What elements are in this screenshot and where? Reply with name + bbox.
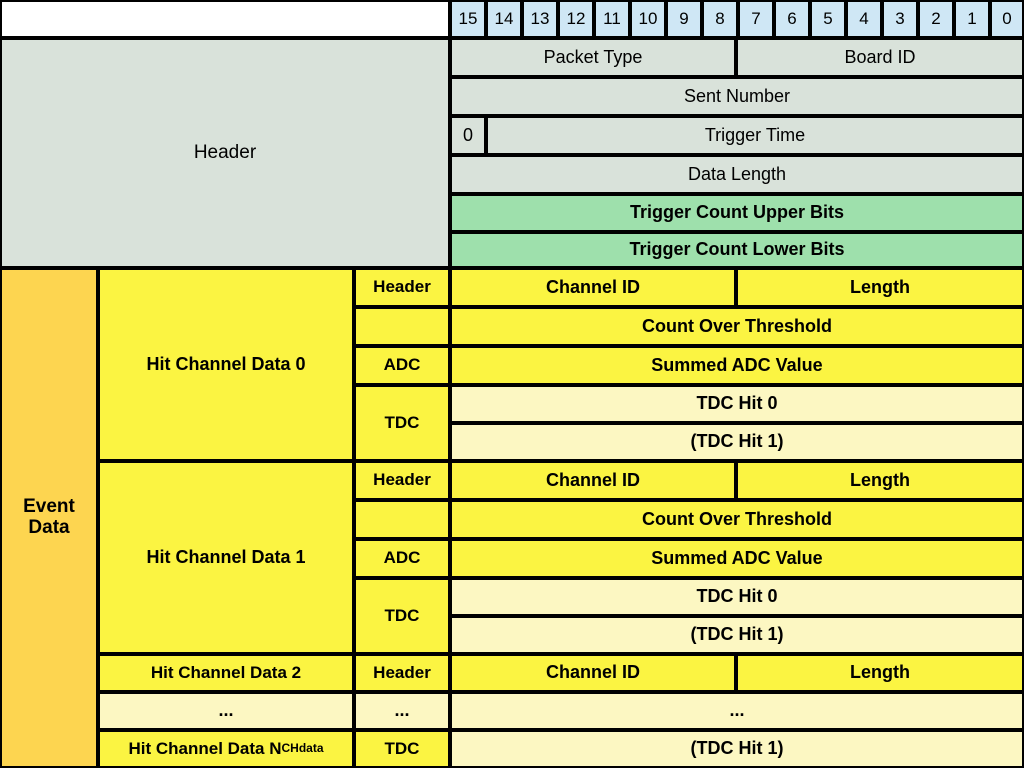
ch2-channel-id: Channel ID (450, 654, 736, 692)
field-packet-type: Packet Type (450, 38, 736, 77)
ellipsis-row-field: ... (450, 692, 1024, 730)
bit-label-11: 11 (594, 0, 630, 38)
ch0-summed-adc-value: Summed ADC Value (450, 346, 1024, 385)
chn-tag-tdc: TDC (354, 730, 450, 768)
field-trigger-count-upper: Trigger Count Upper Bits (450, 194, 1024, 232)
ch0-tag-header: Header (354, 268, 450, 307)
bit-label-7: 7 (738, 0, 774, 38)
ch1-tag-adc: ADC (354, 539, 450, 578)
ch0-tag-tdc: TDC (354, 385, 450, 461)
field-data-length: Data Length (450, 155, 1024, 194)
ch0-tdc-hit-1: (TDC Hit 1) (450, 423, 1024, 461)
header-block-label: Header (0, 38, 450, 268)
hit-channel-data-0-label: Hit Channel Data 0 (98, 268, 354, 461)
ch1-length: Length (736, 461, 1024, 500)
ch1-tdc-hit-0: TDC Hit 0 (450, 578, 1024, 616)
bit-label-6: 6 (774, 0, 810, 38)
hit-channel-data-n-label (98, 730, 354, 768)
ch1-tag-header: Header (354, 461, 450, 500)
bit-label-2: 2 (918, 0, 954, 38)
event-data-label-line2: Data (28, 517, 70, 538)
ch1-tag-tdc: TDC (354, 578, 450, 654)
field-board-id: Board ID (736, 38, 1024, 77)
bit-label-3: 3 (882, 0, 918, 38)
event-data-label (0, 268, 98, 768)
ch0-length: Length (736, 268, 1024, 307)
event-data-label-line1: Event (23, 496, 75, 518)
hit-channel-data-n-subscript: CHdata (281, 741, 324, 756)
bit-label-5: 5 (810, 0, 846, 38)
field-reserved-zero: 0 (450, 116, 486, 155)
field-trigger-count-lower: Trigger Count Lower Bits (450, 232, 1024, 268)
hit-channel-data-n-prefix: Hit Channel Data N (128, 738, 282, 758)
bit-label-8: 8 (702, 0, 738, 38)
ellipsis-row-tag: ... (354, 692, 450, 730)
hit-channel-data-1-label: Hit Channel Data 1 (98, 461, 354, 654)
bit-label-9: 9 (666, 0, 702, 38)
ch1-tag-blank-1 (354, 500, 450, 539)
ch0-tag-blank-1 (354, 307, 450, 346)
bit-label-4: 4 (846, 0, 882, 38)
ch0-channel-id: Channel ID (450, 268, 736, 307)
field-trigger-time: Trigger Time (486, 116, 1024, 155)
ch0-count-over-threshold: Count Over Threshold (450, 307, 1024, 346)
bit-label-10: 10 (630, 0, 666, 38)
ch2-tag-header: Header (354, 654, 450, 692)
ch0-tag-adc: ADC (354, 346, 450, 385)
ch2-length: Length (736, 654, 1024, 692)
chn-tdc-hit-1: (TDC Hit 1) (450, 730, 1024, 768)
ellipsis-row-label: ... (98, 692, 354, 730)
ch1-summed-adc-value: Summed ADC Value (450, 539, 1024, 578)
bit-label-1: 1 (954, 0, 990, 38)
bit-label-12: 12 (558, 0, 594, 38)
bit-label-0: 0 (990, 0, 1024, 38)
bit-label-15: 15 (450, 0, 486, 38)
ch1-count-over-threshold: Count Over Threshold (450, 500, 1024, 539)
ch1-tdc-hit-1: (TDC Hit 1) (450, 616, 1024, 654)
bit-label-13: 13 (522, 0, 558, 38)
field-sent-number: Sent Number (450, 77, 1024, 116)
ch0-tdc-hit-0: TDC Hit 0 (450, 385, 1024, 423)
blank-corner-cell (0, 0, 450, 38)
bit-label-14: 14 (486, 0, 522, 38)
ch1-channel-id: Channel ID (450, 461, 736, 500)
hit-channel-data-2-label: Hit Channel Data 2 (98, 654, 354, 692)
